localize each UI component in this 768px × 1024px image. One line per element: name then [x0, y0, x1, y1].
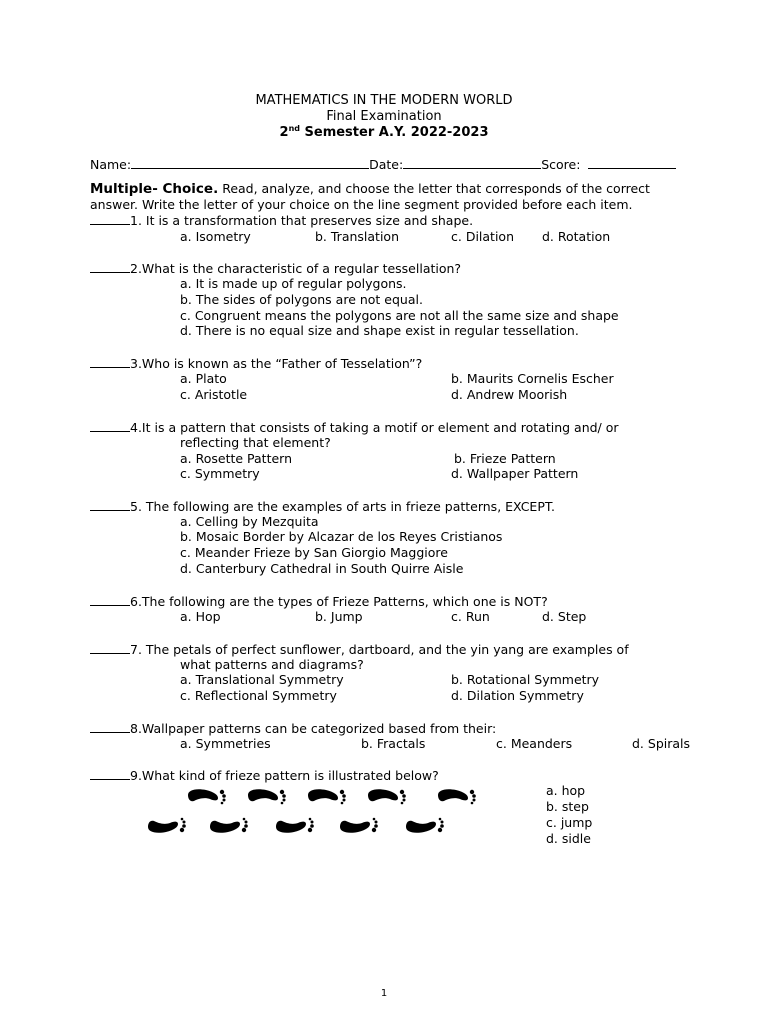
question-4	[90, 419, 619, 436]
question-9-text: 9.What kind of frieze pattern is illustrated below?	[130, 768, 439, 783]
name-label: Name:	[90, 157, 132, 172]
info-fields	[90, 156, 676, 173]
footprint-icon	[368, 789, 406, 804]
q8-option-a: a. Symmetries	[180, 736, 271, 751]
instructions-line-1	[90, 181, 650, 197]
q7-option-c: c. Reflectional Symmetry	[180, 688, 337, 703]
footprint-icon	[276, 818, 314, 833]
question-6	[90, 593, 548, 610]
date-label: Date:	[369, 157, 404, 172]
q9-option-c: c. jump	[546, 815, 593, 830]
semester-suffix: nd	[288, 124, 300, 133]
instructions-line-2: answer. Write the letter of your choice on the line segment provided before each item.	[90, 197, 633, 212]
footprint-icon	[210, 818, 248, 833]
answer-blank-3[interactable]	[90, 355, 130, 368]
question-2-text: 2.What is the characteristic of a regular tessellation?	[130, 261, 462, 276]
answer-blank-6[interactable]	[90, 593, 130, 606]
footprint-icon	[188, 789, 226, 804]
question-1	[90, 212, 473, 229]
q2-option-c: c. Congruent means the polygons are not all the same size and shape	[180, 308, 619, 323]
q8-option-d: d. Spirals	[632, 736, 691, 751]
answer-blank-9[interactable]	[90, 767, 130, 780]
q6-option-a: a. Hop	[180, 609, 221, 624]
score-label: Score:	[541, 157, 581, 172]
semester-number: 2	[279, 125, 289, 140]
q6-option-b: b. Jump	[315, 609, 363, 624]
q3-option-a: a. Plato	[180, 371, 227, 386]
date-blank[interactable]	[403, 156, 541, 169]
answer-blank-5[interactable]	[90, 498, 130, 511]
q7-option-a: a. Translational Symmetry	[180, 672, 344, 687]
question-7	[90, 641, 629, 658]
q2-option-b: b. The sides of polygons are not equal.	[180, 292, 423, 307]
q2-option-d: d. There is no equal size and shape exist in regular tessellation.	[180, 323, 579, 338]
question-4-text-cont: reflecting that element?	[180, 435, 331, 450]
question-3	[90, 355, 422, 372]
answer-blank-1[interactable]	[90, 212, 130, 225]
q4-option-d: d. Wallpaper Pattern	[451, 466, 579, 481]
question-4-text: 4.It is a pattern that consists of taking a motif or element and rotating and/ or	[130, 420, 619, 435]
answer-blank-8[interactable]	[90, 720, 130, 733]
q8-option-c: c. Meanders	[496, 736, 573, 751]
q4-option-c: c. Symmetry	[180, 466, 260, 481]
q9-option-d: d. sidle	[546, 831, 591, 846]
question-2	[90, 260, 461, 277]
q5-option-a: a. Celling by Mezquita	[180, 514, 319, 529]
question-8	[90, 720, 496, 737]
q7-option-d: d. Dilation Symmetry	[451, 688, 584, 703]
q5-option-d: d. Canterbury Cathedral in South Quirre Aisle	[180, 561, 464, 576]
q9-option-b: b. step	[546, 799, 589, 814]
course-title: MATHEMATICS IN THE MODERN WORLD	[255, 93, 513, 108]
q1-option-c: c. Dilation	[451, 229, 514, 244]
question-9	[90, 767, 439, 784]
q8-option-b: b. Fractals	[361, 736, 426, 751]
q4-option-b: b. Frieze Pattern	[454, 451, 556, 466]
instructions-text-1: Read, analyze, and choose the letter that corresponds of the correct	[218, 181, 650, 196]
q3-option-c: c. Aristotle	[180, 387, 248, 402]
q1-option-d: d. Rotation	[542, 229, 611, 244]
question-1-text: 1. It is a transformation that preserves size and shape.	[130, 213, 474, 228]
exam-title: Final Examination	[326, 109, 442, 124]
footprint-icon	[340, 818, 378, 833]
page-number: 1	[380, 988, 388, 999]
footprint-row-top	[188, 789, 476, 804]
question-7-text-cont: what patterns and diagrams?	[180, 657, 364, 672]
question-8-text: 8.Wallpaper patterns can be categorized based from their:	[130, 721, 497, 736]
q2-option-a: a. It is made up of regular polygons.	[180, 276, 407, 291]
footprint-icon	[248, 789, 286, 804]
q4-option-a: a. Rosette Pattern	[180, 451, 293, 466]
answer-blank-7[interactable]	[90, 641, 130, 654]
q6-option-c: c. Run	[451, 609, 490, 624]
name-blank[interactable]	[131, 156, 369, 169]
q7-option-b: b. Rotational Symmetry	[451, 672, 600, 687]
q5-option-b: b. Mosaic Border by Alcazar de los Reyes Cristianos	[180, 529, 503, 544]
score-blank[interactable]	[588, 156, 676, 169]
q3-option-d: d. Andrew Moorish	[451, 387, 568, 402]
footprint-icon	[406, 818, 444, 833]
footprint-icon	[308, 789, 346, 804]
q3-option-b: b. Maurits Cornelis Escher	[451, 371, 614, 386]
semester-line	[0, 125, 768, 141]
answer-blank-4[interactable]	[90, 419, 130, 432]
footprint-frieze-pattern	[148, 787, 488, 843]
footprint-icon	[148, 818, 186, 833]
question-5	[90, 498, 555, 515]
q1-option-a: a. Isometry	[180, 229, 251, 244]
semester-rest: Semester A.Y. 2022-2023	[299, 125, 489, 140]
footprint-row-bottom	[148, 818, 444, 833]
answer-blank-2[interactable]	[90, 260, 130, 273]
question-6-text: 6.The following are the types of Frieze Patterns, which one is NOT?	[130, 594, 548, 609]
instructions-heading: Multiple- Choice.	[90, 181, 219, 197]
question-3-text: 3.Who is known as the “Father of Tesselation”?	[130, 356, 423, 371]
q1-option-b: b. Translation	[315, 229, 399, 244]
question-7-text: 7. The petals of perfect sunflower, dartboard, and the yin yang are examples of	[130, 642, 629, 657]
footprint-icon	[438, 789, 476, 804]
question-5-text: 5. The following are the examples of arts in frieze patterns, EXCEPT.	[130, 499, 555, 514]
q9-option-a: a. hop	[546, 783, 586, 798]
q6-option-d: d. Step	[542, 609, 587, 624]
q5-option-c: c. Meander Frieze by San Giorgio Maggiore	[180, 545, 448, 560]
